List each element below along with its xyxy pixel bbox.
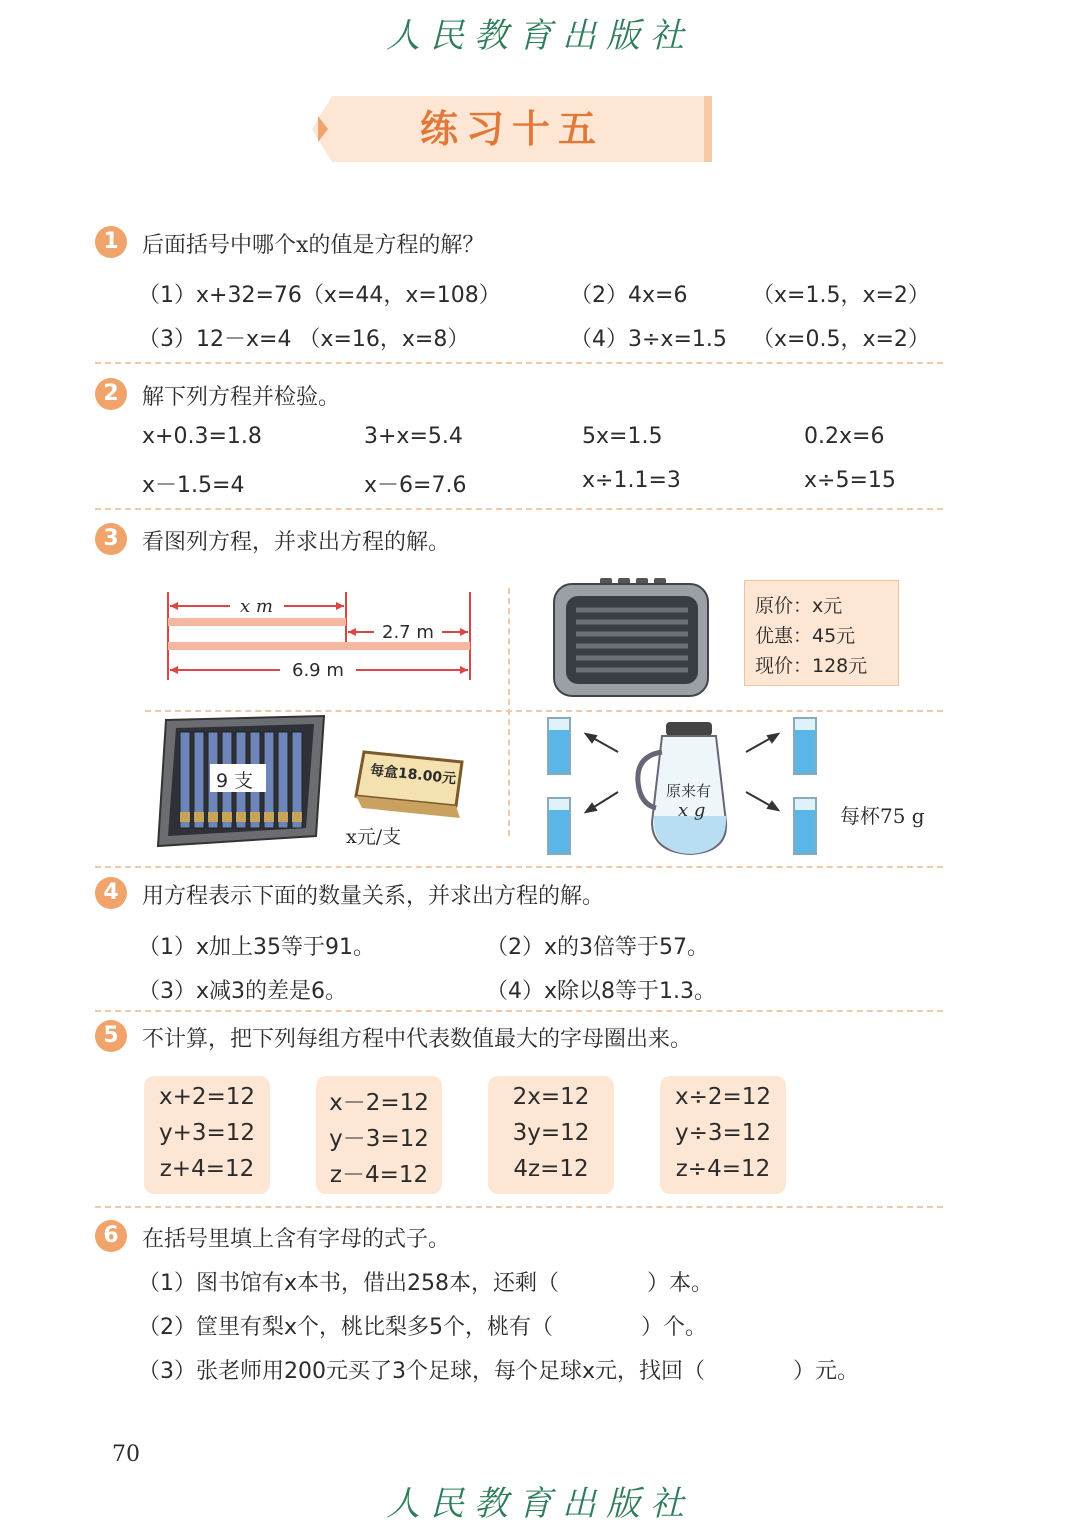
exercise-title-banner [312, 96, 712, 162]
q4-item: （1）x加上35等于91。 [138, 935, 376, 960]
q2-equation: x－6=7.6 [364, 473, 467, 498]
q2-equation: x÷1.1=3 [582, 468, 681, 493]
q4-item: （3）x减3的差是6。 [138, 979, 348, 1004]
divider [95, 508, 943, 510]
q2-equation: x+0.3=1.8 [142, 424, 262, 449]
heater-illustration [552, 578, 712, 696]
group-equation: 4z=12 [513, 1156, 589, 1182]
page-number: 70 [112, 1442, 140, 1467]
divider [95, 1010, 943, 1012]
current-price: 现价：128元 [755, 655, 868, 677]
divider [95, 362, 943, 364]
q2-equation: x－1.5=4 [142, 473, 245, 498]
q6-item: （1）图书馆有x本书，借出258本，还剩（ ）本。 [138, 1271, 714, 1296]
q2-equation: 0.2x=6 [804, 424, 885, 449]
question-number-3: 3 [95, 523, 127, 555]
question-5-prompt: 不计算，把下列每组方程中代表数值最大的字母圈出来。 [142, 1027, 693, 1052]
divider [95, 1206, 943, 1208]
q1-item-2-choices: （x=1.5，x=2） [752, 283, 930, 308]
group-equation: z÷4=12 [675, 1156, 771, 1182]
group-equation: 2x=12 [512, 1084, 590, 1110]
figure-divider [508, 588, 510, 836]
question-1-prompt: 后面括号中哪个x的值是方程的解？ [142, 233, 485, 258]
publisher-header: 人民教育出版社 [386, 16, 694, 56]
group-equation: x÷2=12 [674, 1084, 772, 1110]
publisher-footer: 人民教育出版社 [386, 1484, 694, 1524]
q6-item: （2）筐里有梨x个，桃比梨多5个，桃有（ ）个。 [138, 1315, 708, 1340]
segment-a-label: 2.7 m [382, 622, 434, 643]
group-equation: y÷3=12 [674, 1120, 772, 1146]
exercise-title: 练习十五 [419, 107, 604, 151]
q6-item: （3）张老师用200元买了3个足球，每个足球x元，找回（ ）元。 [138, 1359, 860, 1384]
question-2-prompt: 解下列方程并检验。 [142, 385, 341, 410]
price-box [744, 580, 899, 686]
question-4-prompt: 用方程表示下面的数量关系，并求出方程的解。 [142, 884, 605, 909]
question-number-6: 6 [95, 1220, 127, 1252]
group-equation: x－2=12 [329, 1090, 429, 1116]
q1-item-1: （1）x+32=76（x=44，x=108） [138, 283, 501, 308]
q1-item-4-choices: （x=0.5，x=2） [752, 327, 930, 352]
group-equation: y+3=12 [158, 1120, 256, 1146]
group-equation: y－3=12 [329, 1126, 429, 1152]
question-number-5: 5 [95, 1020, 127, 1052]
question-3-prompt: 看图列方程，并求出方程的解。 [142, 530, 451, 555]
equation-group-1 [144, 1076, 270, 1194]
q2-equation: 3+x=5.4 [364, 424, 463, 449]
q1-item-4: （4）3÷x=1.5 [570, 327, 727, 352]
question-6-prompt: 在括号里填上含有字母的式子。 [142, 1227, 451, 1252]
jug-label-2: x g [678, 800, 706, 821]
group-equation: z－4=12 [329, 1162, 429, 1188]
original-price: 原价：x元 [755, 595, 843, 617]
jug-label-1: 原来有 [666, 782, 712, 800]
group-equation: 3y=12 [512, 1120, 590, 1146]
equation-group-2 [316, 1076, 442, 1194]
question-number-1: 1 [95, 226, 127, 258]
pen-price-label: x元/支 [346, 826, 402, 848]
question-number-4: 4 [95, 877, 127, 909]
segment-x-label: x m [240, 596, 273, 617]
group-equation: z+4=12 [159, 1156, 255, 1182]
group-equation: x+2=12 [158, 1084, 256, 1110]
equation-group-4 [660, 1076, 786, 1194]
segment-total-label: 6.9 m [292, 660, 344, 681]
equation-group-3 [488, 1076, 614, 1194]
q4-item: （4）x除以8等于1.3。 [486, 979, 717, 1004]
pen-count-label: 9 支 [216, 770, 254, 792]
question-number-2: 2 [95, 378, 127, 410]
q1-item-3: （3）12－x=4 （x=16，x=8） [138, 327, 470, 352]
q2-equation: x÷5=15 [804, 468, 896, 493]
q2-equation: 5x=1.5 [582, 424, 663, 449]
q1-item-2: （2）4x=6 [570, 283, 688, 308]
divider [95, 866, 943, 868]
cup-label: 每杯75 g [840, 804, 925, 828]
price-tag-label: 每盒18.00元 [369, 762, 457, 788]
discount: 优惠：45元 [755, 625, 856, 647]
q4-item: （2）x的3倍等于57。 [486, 935, 710, 960]
